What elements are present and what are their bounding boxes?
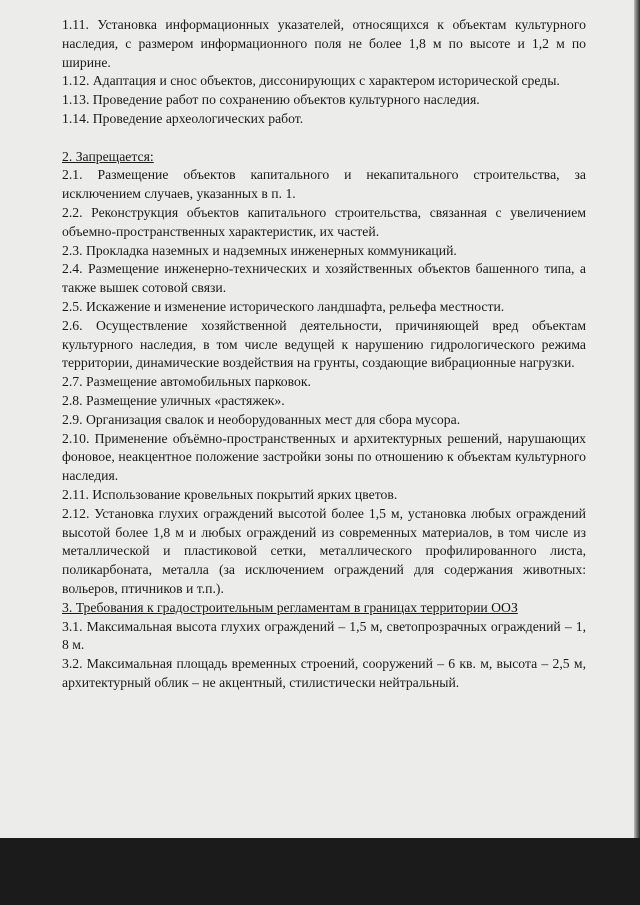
paragraph-2-11: 2.11. Использование кровельных покрытий ярких цветов. [62, 486, 398, 502]
section-2-heading: 2. Запрещается: [62, 148, 154, 164]
paragraph-2-12: 2.12. Установка глухих ограждений высотой более 1,5 м, установка любых ограждений высотой более 1,8 м и любых ограждений из современных материалов, в том числе из металлической и пластиковой сетки, металлического профилированного листа, поликарбоната, металла (за исключением ограждений для содержания животных: вольеров, птичников и т.п.). [62, 505, 586, 596]
paragraph-3-1: 3.1. Максимальная высота глухих ограждений – 1,5 м, светопрозрачных ограждений – 1, 8 м. [62, 618, 586, 653]
paragraph-1-13: 1.13. Проведение работ по сохранению объектов культурного наследия. [62, 92, 480, 108]
paragraph-2-4: 2.4. Размещение инженерно-технических и хозяйственных объектов башенного типа, а также вышек сотовой связи. [62, 261, 586, 296]
paragraph-3-2: 3.2. Максимальная площадь временных строений, сооружений – 6 кв. м, высота – 2,5 м, архитектурный облик – не акцентный, стилистически нейтральный. [62, 656, 586, 690]
paragraph-2-6: 2.6. Осуществление хозяйственной деятельности, причиняющей вред объектам культурного наследия, в том числе ведущей к нарушению гидрологического режима территории, динамические воздействия на грунты, создающие вибрационные нагрузки. [62, 317, 586, 371]
paragraph-2-2: 2.2. Реконструкция объектов капитального строительства, связанная с увеличением объемно-пространственных характеристик, их частей. [62, 204, 586, 239]
paragraph-2-3: 2.3. Прокладка наземных и надземных инженерных коммуникаций. [62, 242, 457, 258]
paragraph-1-14: 1.14. Проведение археологических работ. [62, 110, 304, 126]
paragraph-2-1: 2.1. Размещение объектов капитального и некапитального строительства, за исключением случаев, указанных в п. 1. [62, 167, 586, 202]
paragraph-1-12: 1.12. Адаптация и снос объектов, диссонирующих с характером исторической среды. [62, 73, 560, 89]
paragraph-2-8: 2.8. Размещение уличных «растяжек». [62, 392, 285, 408]
paragraph-2-7: 2.7. Размещение автомобильных парковок. [62, 374, 311, 390]
paragraph-2-9: 2.9. Организация свалок и необорудованных мест для сбора мусора. [62, 411, 461, 427]
paragraph-2-5: 2.5. Искажение и изменение исторического ландшафта, рельефа местности. [62, 298, 505, 314]
paragraph-1-11: 1.11. Установка информационных указателей, относящихся к объектам культурного наследия, с размером информационного поля не более 1,8 м по высоте и 1,2 м по ширине. [62, 17, 586, 70]
section-3-heading: 3. Требования к градостроительным регламентам в границах территории ООЗ [62, 599, 518, 615]
paragraph-2-10: 2.10. Применение объёмно-пространственных и архитектурных решений, нарушающих фоновое, неакцентное положение застройки зоны по отношению к объектам культурного наследия. [62, 430, 586, 484]
spacer [62, 129, 586, 148]
